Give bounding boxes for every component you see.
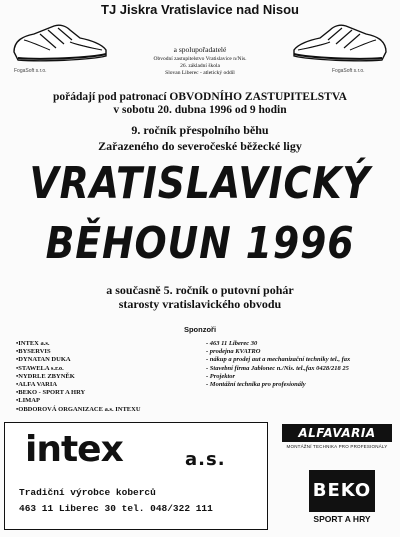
sponsor-item: •NYDRLE ZBYNĚK bbox=[16, 372, 75, 380]
sponsor-item: •LIMAP bbox=[16, 397, 40, 405]
coorganizers-title: a spolupořadatelé bbox=[173, 45, 227, 54]
beko-ad bbox=[309, 470, 375, 512]
sponsor-detail: - Stavební firma Jablonec n./Nis. tel.,fax 0428/218 25 bbox=[206, 364, 349, 372]
sponsor-item: •STAWELA s.r.o. bbox=[16, 364, 64, 372]
coorganizer-item: Obvodní zastupitelstvo Vratislavice n/Nis. bbox=[153, 56, 247, 62]
beko-logo: BEKO bbox=[312, 480, 372, 501]
coorganizers-list bbox=[0, 56, 400, 77]
cup-block bbox=[0, 283, 400, 311]
league-line: Zařazeného do severočeské běžecké ligy bbox=[98, 139, 302, 153]
intex-contact: 463 11 Liberec 30 tel. 048/322 111 bbox=[19, 503, 213, 514]
date-line: v sobotu 20. dubna 1996 od 9 hodin bbox=[113, 104, 287, 116]
sponsor-detail: - Montážní technika pro profesionály bbox=[206, 381, 306, 389]
sponsor-item: •ALFA VARIA bbox=[16, 381, 58, 389]
sponsor-item: •DYNATAN DUKA bbox=[16, 356, 71, 364]
intex-logo: intex bbox=[25, 429, 123, 470]
cup-line: a současně 5. ročník o putovní pohár bbox=[106, 283, 294, 297]
alfavaria-tagline: MONTÁŽNÍ TECHNIKA PRO PROFESIONÁLY bbox=[286, 444, 388, 449]
sponsor-item: •BYSERVIS bbox=[16, 348, 51, 356]
alfavaria-logo: ALFAVARIA bbox=[282, 424, 392, 442]
brand-right: FogaSoft s.r.o. bbox=[332, 68, 365, 74]
patronage-line: pořádají pod patronací OBVODNÍHO ZASTUPITELSTVA bbox=[53, 91, 347, 103]
sponsor-detail: - Projektor bbox=[206, 372, 236, 380]
brand-left: FogaSoft s.r.o. bbox=[14, 68, 47, 74]
alfavaria-ad bbox=[282, 424, 392, 449]
sponsor-details bbox=[206, 340, 396, 389]
coorganizer-item: 26. základní škola bbox=[180, 63, 220, 69]
mayor-line: starosty vratislavického obvodu bbox=[118, 297, 282, 311]
sponsor-item: •OBDOROVÁ ORGANIZACE a.s. INTEXU bbox=[16, 405, 141, 413]
patronage-block bbox=[0, 91, 400, 117]
sponsor-item: •BEKO - SPORT A HRY bbox=[16, 389, 86, 397]
sponsor-detail: - 463 11 Liberec 30 bbox=[206, 340, 258, 347]
intex-ad bbox=[4, 422, 268, 530]
sponsors-heading: Sponzoři bbox=[183, 325, 217, 334]
sponsor-list bbox=[16, 340, 186, 414]
main-title-line1: VRATISLAVICKÝ bbox=[29, 158, 371, 209]
beko-tagline: SPORT A HRY bbox=[313, 514, 371, 524]
sponsor-detail: - prodejna KVATRO bbox=[206, 348, 261, 356]
club-name: TJ Jiskra Vratislavice nad Nisou bbox=[101, 2, 299, 17]
sponsor-item: •INTEX a.s. bbox=[16, 340, 50, 347]
coorganizer-item: Slovan Liberec - atletický oddíl bbox=[165, 70, 235, 76]
intex-suffix: a.s. bbox=[185, 449, 226, 470]
intex-slogan: Tradiční výrobce koberců bbox=[19, 487, 156, 498]
main-title-line2: BĚHOUN 1996 bbox=[45, 218, 355, 269]
sponsor-detail: - nákup a prodej aut a mechanizační techniky tel., fax bbox=[206, 356, 351, 364]
race-edition: 9. ročník přespolního běhu bbox=[131, 123, 269, 137]
